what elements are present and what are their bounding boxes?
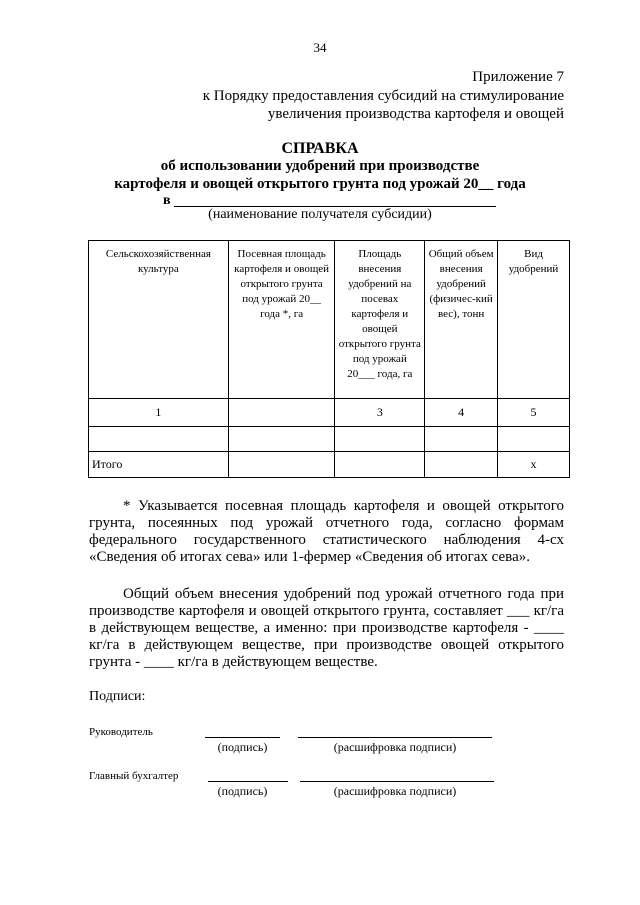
accountant-name-caption: (расшифровка подписи) [333,784,457,798]
document-subtitle-1: об использовании удобрений при производстве [160,158,480,174]
appendix-line-1: Приложение 7 [472,69,564,85]
page-number: 34 [313,40,327,55]
column-number-cell [228,399,335,427]
accountant-signature-caption: (подпись) [217,784,268,798]
director-signature-caption: (подпись) [217,740,268,754]
appendix-line-2: к Порядку предоставления субсидий на стимулирование [202,88,564,104]
footnote-text: * Указывается посевная площадь картофеля и овощей открытого грунта, посеянных под урожай отчетного года, согласно формам федерального государственного статистического наблюдения 4-сх «Сведения об итогах сева» или 1-фермер «Сведения об итогах сева». [89,498,564,565]
table-cell[interactable] [228,452,335,478]
table-row-data [89,427,570,452]
column-number-cell: 4 [425,399,498,427]
table-cell[interactable] [498,427,570,452]
signatures-heading: Подписи: [89,689,146,704]
table-cell[interactable] [335,427,425,452]
table-header-row [89,241,570,399]
signature-role-director: Руководитель [89,726,153,738]
total-fertilizer-type-cell: x [498,452,570,478]
recipient-prefix: в [163,193,171,208]
accountant-signature-line[interactable] [208,781,288,782]
column-number-cell: 1 [89,399,229,427]
header-cell-total-volume: Общий объем внесения удобрений (физичес-кий вес), тонн [425,241,498,399]
header-cell-application-area: Площадь внесения удобрений на посевах картофеля и овощей открытого грунта под урожай 20___ года, га [335,241,425,399]
table-row-total [89,452,570,478]
director-signature-line[interactable] [205,737,280,738]
document-subtitle-2: картофеля и овощей открытого грунта под урожай 20__ года [114,176,526,192]
table-cell[interactable] [425,427,498,452]
header-cell-sown-area: Посевная площадь картофеля и овощей открытого грунта под урожай 20__ года *, га [228,241,335,399]
table-cell[interactable] [228,427,335,452]
column-number-cell: 5 [498,399,570,427]
total-label: Итого [89,452,229,478]
column-number-cell: 3 [335,399,425,427]
fertilizer-table [88,240,570,478]
appendix-line-3: увеличения производства картофеля и овощей [267,106,564,122]
volume-paragraph: Общий объем внесения удобрений под урожай отчетного года при производстве картофеля и овощей открытого грунта, составляет ___ кг/га в действующем веществе, а именно: при производстве картофеля - ____ кг/га в действующем веществе, при производстве овощей открытого грунта - ____ кг/га в действующем веществе. [89,586,564,670]
director-name-caption: (расшифровка подписи) [333,740,457,754]
table-cell[interactable] [425,452,498,478]
table-cell[interactable] [89,427,229,452]
signature-role-chief-accountant: Главный бухгалтер [89,770,179,782]
recipient-caption: (наименование получателя субсидии) [208,207,432,222]
table-row-column-numbers [89,399,570,427]
header-cell-crop: Сельскохозяйственная культура [89,241,229,399]
accountant-name-line[interactable] [300,781,494,782]
table-cell[interactable] [335,452,425,478]
document-title: СПРАВКА [281,140,359,157]
director-name-line[interactable] [298,737,492,738]
header-cell-fertilizer-type: Вид удобрений [498,241,570,399]
